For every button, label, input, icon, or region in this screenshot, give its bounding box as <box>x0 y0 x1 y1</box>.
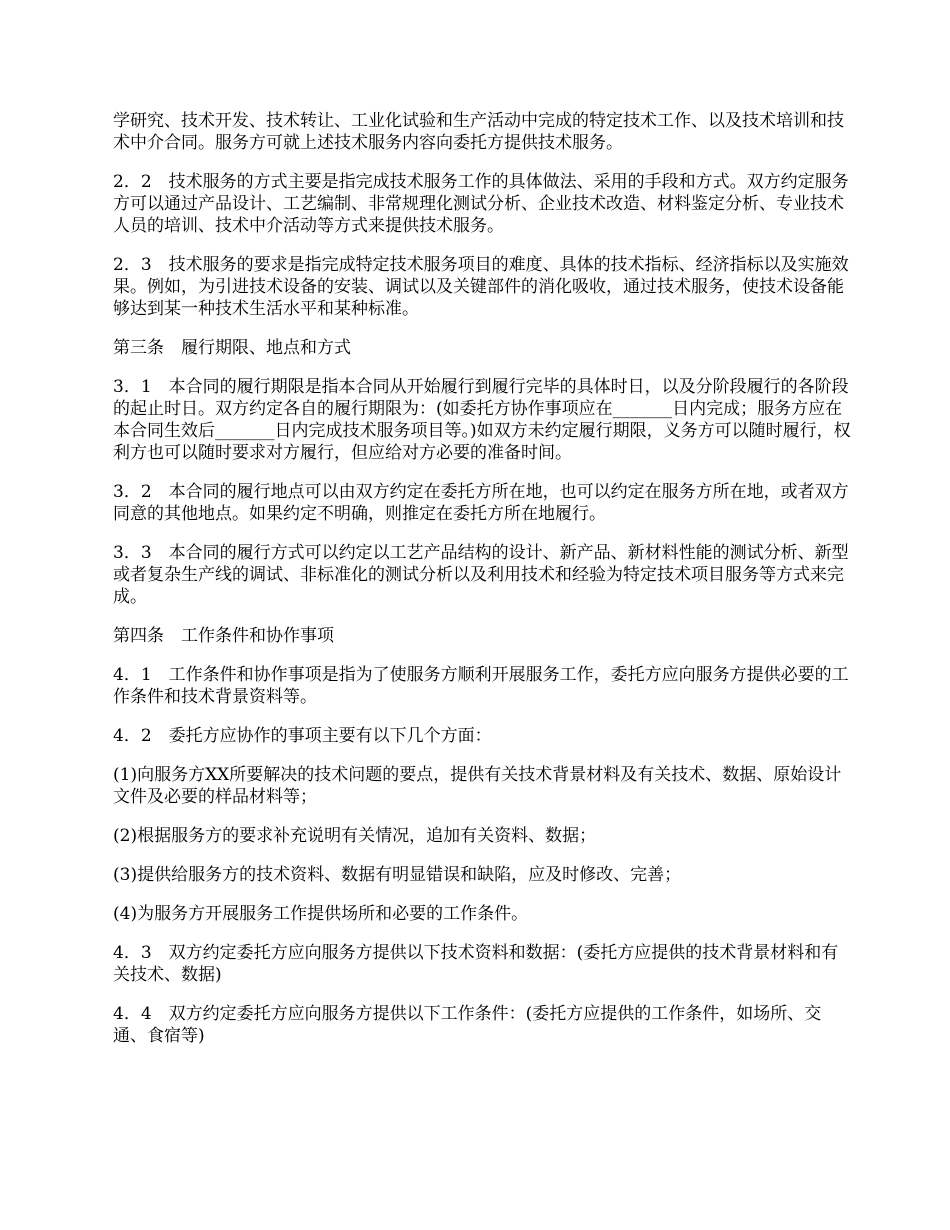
paragraph-3-3: 3．3 本合同的履行方式可以约定以工艺产品结构的设计、新产品、新材料性能的测试分析、新型或者复杂生产线的调试、非标准化的测试分析以及利用技术和经验为特定技术项目服务等方式来完成。 <box>113 543 849 607</box>
paragraph-4-1: 4．1 工作条件和协作事项是指为了使服务方顺利开展服务工作，委托方应向服务方提供必要的工作条件和技术背景资料等。 <box>113 665 849 707</box>
paragraph-4-2: 4．2 委托方应协作的事项主要有以下几个方面： <box>113 726 492 746</box>
paragraph-2-3: 2．3 技术服务的要求是指完成特定技术服务项目的难度、具体的技术指标、经济指标以及实施效果。例如，为引进技术设备的安装、调试以及关键部件的消化吸收，通过技术服务，使技术设备能够达到某一种技术生活水平和某种标准。 <box>113 255 849 319</box>
paragraph-4-4: 4．4 双方约定委托方应向服务方提供以下工作条件：(委托方应提供的工作条件，如场所、交通、食宿等) <box>113 1004 822 1046</box>
list-item-1: (1)向服务方XX所要解决的技术问题的要点，提供有关技术背景材料及有关技术、数据、原始设计文件及必要的样品材料等； <box>113 765 842 807</box>
paragraph-4-3: 4．3 双方约定委托方应向服务方提供以下技术资料和数据：(委托方应提供的技术背景材料和有关技术、数据) <box>113 943 839 985</box>
list-item-3: (3)提供给服务方的技术资料、数据有明显错误和缺陷，应及时修改、完善； <box>113 865 682 885</box>
list-item-2: (2)根据服务方的要求补充说明有关情况，追加有关资料、数据； <box>113 826 597 846</box>
section-heading-article-3: 第三条 履行期限、地点和方式 <box>113 338 351 358</box>
document-body <box>113 110 855 1064</box>
paragraph-2-2: 2．2 技术服务的方式主要是指完成技术服务工作的具体做法、采用的手段和方式。双方约定服务方可以通过产品设计、工艺编制、非常规理化测试分析、企业技术改造、材料鉴定分析、专业技术人员的培训、技术中介活动等方式来提供技术服务。 <box>113 172 849 236</box>
list-item-4: (4)为服务方开展服务工作提供场所和必要的工作条件。 <box>113 904 529 924</box>
paragraph-intro-continuation: 学研究、技术开发、技术转让、工业化试验和生产活动中完成的特定技术工作、以及技术培训和技术中介合同。服务方可就上述技术服务内容向委托方提供技术服务。 <box>113 111 844 153</box>
paragraph-3-2: 3．2 本合同的履行地点可以由双方约定在委托方所在地，也可以约定在服务方所在地，或者双方同意的其他地点。如果约定不明确，则推定在委托方所在地履行。 <box>113 482 849 524</box>
section-heading-article-4: 第四条 工作条件和协作事项 <box>113 626 334 646</box>
paragraph-3-1: 3．1 本合同的履行期限是指本合同从开始履行到履行完毕的具体时日，以及分阶段履行的各阶段的起止时日。双方约定各自的履行期限为：(如委托方协作事项应在_______日内完成；服务方应在本合同生效后_______日内完成技术服务项目等。)如双方未约定履行期限，义务方可以随时履行，权利方也可以随时要求对方履行，但应给对方必要的准备时间。 <box>113 377 851 463</box>
